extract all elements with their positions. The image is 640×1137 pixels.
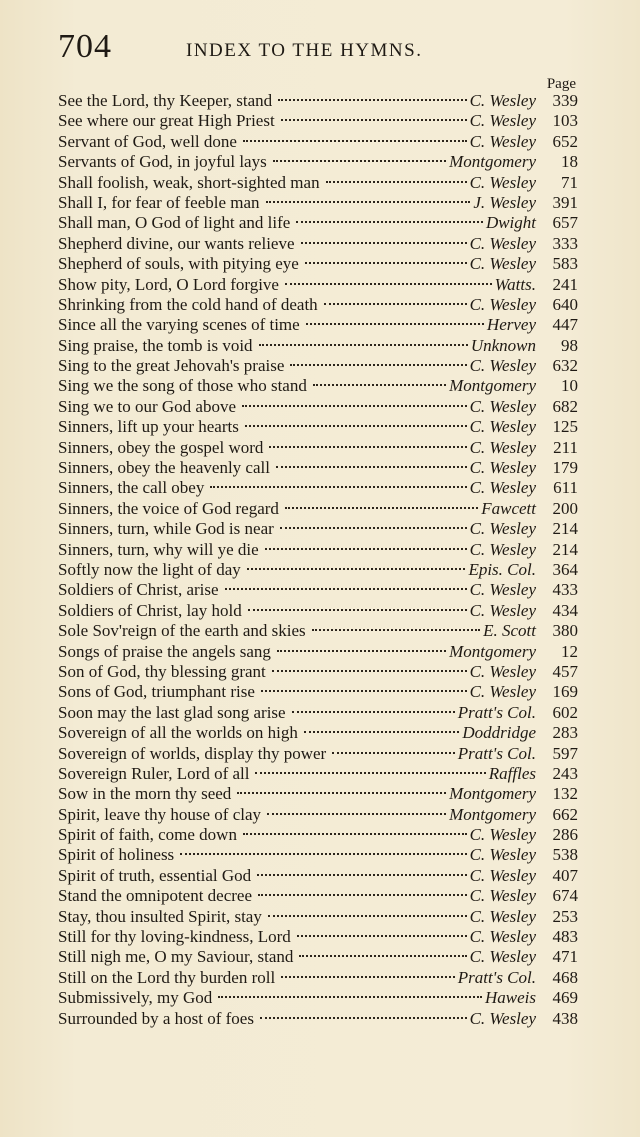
hymn-first-line: Soldiers of Christ, lay hold xyxy=(58,600,242,620)
hymn-author: Doddridge xyxy=(462,723,536,743)
hymn-author: C. Wesley xyxy=(469,254,536,274)
hymn-author: C. Wesley xyxy=(469,927,536,947)
dot-leader xyxy=(265,548,467,550)
hymn-index-entry xyxy=(58,580,578,600)
hymn-index-entry xyxy=(58,825,578,845)
hymn-author: Watts. xyxy=(494,274,536,294)
hymn-page-number: 434 xyxy=(552,600,578,620)
hymn-first-line: Sing we to our God above xyxy=(58,396,237,416)
hymn-author: C. Wesley xyxy=(469,111,536,131)
hymn-page-number: 380 xyxy=(552,621,578,641)
hymn-page-number: 132 xyxy=(552,784,578,804)
hymn-first-line: Still for thy loving-kindness, Lord xyxy=(58,927,291,947)
hymn-author: Hervey xyxy=(486,315,536,335)
dot-leader xyxy=(332,752,455,754)
hymn-author: C. Wesley xyxy=(469,91,536,110)
hymn-author: C. Wesley xyxy=(469,600,536,620)
hymn-page-number: 169 xyxy=(552,682,578,702)
dot-leader xyxy=(296,221,483,223)
hymn-author: C. Wesley xyxy=(469,356,536,376)
dot-leader xyxy=(260,1017,467,1019)
hymn-index-entry xyxy=(58,703,578,723)
hymn-first-line: Show pity, Lord, O Lord forgive xyxy=(58,274,279,294)
page-column-label: Page xyxy=(546,76,576,92)
hymn-index-entry xyxy=(58,458,578,478)
hymn-first-line: Sole Sov'reign of the earth and skies xyxy=(58,621,306,641)
hymn-page-number: 283 xyxy=(552,723,578,743)
hymn-page-number: 447 xyxy=(552,315,578,335)
hymn-index-entry xyxy=(58,397,578,417)
hymn-author: Unknown xyxy=(470,335,536,355)
hymn-author: Dwight xyxy=(485,213,536,233)
hymn-first-line: Son of God, thy blessing grant xyxy=(58,661,266,681)
dot-leader xyxy=(269,446,466,448)
hymn-index-entry xyxy=(58,866,578,886)
hymn-first-line: Sing to the great Jehovah's praise xyxy=(58,356,285,376)
dot-leader xyxy=(267,813,446,815)
hymn-author: Pratt's Col. xyxy=(457,702,536,722)
hymn-author: Montgomery xyxy=(449,784,536,804)
dot-leader xyxy=(280,527,467,529)
dot-leader xyxy=(285,283,492,285)
hymn-author: C. Wesley xyxy=(469,947,536,967)
hymn-first-line: Sinners, obey the gospel word xyxy=(58,437,264,457)
hymn-page-number: 364 xyxy=(552,559,578,579)
hymn-page-number: 125 xyxy=(552,417,578,437)
dot-leader xyxy=(266,201,471,203)
dot-leader xyxy=(272,670,467,672)
hymn-page-number: 241 xyxy=(552,274,578,294)
hymn-author: Montgomery xyxy=(449,804,536,824)
hymn-page-number: 253 xyxy=(552,906,578,926)
hymn-first-line: Sovereign Ruler, Lord of all xyxy=(58,763,250,783)
hymn-first-line: Softly now the light of day xyxy=(58,559,241,579)
hymn-author: E. Scott xyxy=(483,621,536,641)
hymn-author: C. Wesley xyxy=(469,865,536,885)
hymn-first-line: Spirit of holiness xyxy=(58,845,175,865)
hymn-author: C. Wesley xyxy=(469,580,536,600)
hymn-author: C. Wesley xyxy=(469,886,536,906)
dot-leader xyxy=(261,690,467,692)
dot-leader xyxy=(210,486,466,488)
hymn-author: J. Wesley xyxy=(473,192,536,212)
hymn-author: C. Wesley xyxy=(469,458,536,478)
hymn-index-entry xyxy=(58,376,578,396)
hymn-first-line: Sinners, the voice of God regard xyxy=(58,498,279,518)
dot-leader xyxy=(258,894,467,896)
hymn-index-entry xyxy=(58,295,578,315)
dot-leader xyxy=(243,140,467,142)
hymn-index-entry xyxy=(58,336,578,356)
hymn-author: C. Wesley xyxy=(469,478,536,498)
hymn-index-entry xyxy=(58,744,578,764)
hymn-index-entry xyxy=(58,519,578,539)
hymn-page-number: 468 xyxy=(552,967,578,987)
hymn-index-entry xyxy=(58,540,578,560)
hymn-first-line: Shall foolish, weak, short-sighted man xyxy=(58,172,320,192)
hymn-first-line: Spirit, leave thy house of clay xyxy=(58,804,262,824)
hymn-first-line: Spirit of truth, essential God xyxy=(58,865,252,885)
dot-leader xyxy=(305,262,467,264)
hymn-index-entry xyxy=(58,947,578,967)
hymn-page-number: 179 xyxy=(552,458,578,478)
dot-leader xyxy=(281,119,467,121)
dot-leader xyxy=(243,833,467,835)
hymn-first-line: Sing we the song of those who stand xyxy=(58,376,307,396)
hymn-first-line: Sinners, turn, why will ye die xyxy=(58,539,259,559)
hymn-first-line: Sovereign of worlds, display thy power xyxy=(58,743,327,763)
dot-leader xyxy=(237,792,446,794)
dot-leader xyxy=(218,996,482,998)
hymn-author: C. Wesley xyxy=(469,131,536,151)
hymn-author: C. Wesley xyxy=(469,661,536,681)
dot-leader xyxy=(257,874,466,876)
hymn-index-entry xyxy=(58,91,578,111)
hymn-author: C. Wesley xyxy=(469,825,536,845)
hymn-page-number: 583 xyxy=(552,254,578,274)
dot-leader xyxy=(290,364,466,366)
hymn-page-number: 98 xyxy=(561,335,578,355)
hymn-page-number: 682 xyxy=(552,396,578,416)
hymn-first-line: Surrounded by a host of foes xyxy=(58,1008,254,1028)
hymn-page-number: 662 xyxy=(552,804,578,824)
hymn-page-number: 597 xyxy=(552,743,578,763)
hymn-first-line: Shall I, for fear of feeble man xyxy=(58,192,260,212)
hymn-author: Raffles xyxy=(488,763,536,783)
hymn-author: Pratt's Col. xyxy=(457,743,536,763)
hymn-first-line: Still on the Lord thy burden roll xyxy=(58,967,276,987)
hymn-first-line: See the Lord, thy Keeper, stand xyxy=(58,91,273,110)
hymn-first-line: Shrinking from the cold hand of death xyxy=(58,294,318,314)
hymn-first-line: Sinners, lift up your hearts xyxy=(58,417,239,437)
hymn-first-line: Sow in the morn thy seed xyxy=(58,784,232,804)
hymn-index-entry xyxy=(58,642,578,662)
hymn-author: C. Wesley xyxy=(469,1008,536,1028)
dot-leader xyxy=(245,425,467,427)
hymn-page-number: 469 xyxy=(552,988,578,1008)
hymn-index-entry xyxy=(58,315,578,335)
hymn-index-entry xyxy=(58,907,578,927)
hymn-first-line: Songs of praise the angels sang xyxy=(58,641,271,661)
hymn-index-entry xyxy=(58,438,578,458)
hymn-index-entry xyxy=(58,784,578,804)
hymn-author: C. Wesley xyxy=(469,396,536,416)
hymn-index-entry xyxy=(58,886,578,906)
hymn-first-line: Stand the omnipotent decree xyxy=(58,886,253,906)
hymn-first-line: Stay, thou insulted Spirit, stay xyxy=(58,906,262,926)
hymn-first-line: Sovereign of all the worlds on high xyxy=(58,723,298,743)
hymn-first-line: Sons of God, triumphant rise xyxy=(58,682,255,702)
hymn-author: C. Wesley xyxy=(469,417,536,437)
hymn-page-number: 333 xyxy=(552,233,578,253)
dot-leader xyxy=(247,568,466,570)
hymn-page-number: 71 xyxy=(561,172,578,192)
hymn-index-entry xyxy=(58,499,578,519)
hymn-author: C. Wesley xyxy=(469,906,536,926)
hymn-page-number: 103 xyxy=(552,111,578,131)
hymn-first-line: Shall man, O God of light and life xyxy=(58,213,291,233)
hymn-author: Haweis xyxy=(485,988,536,1008)
hymn-first-line: Sinners, turn, while God is near xyxy=(58,519,274,539)
hymn-page-number: 438 xyxy=(552,1008,578,1028)
hymn-index-entry xyxy=(58,764,578,784)
hymn-index-entry xyxy=(58,601,578,621)
dot-leader xyxy=(242,405,467,407)
hymn-author: C. Wesley xyxy=(469,845,536,865)
hymn-page-number: 286 xyxy=(552,825,578,845)
dot-leader xyxy=(285,507,478,509)
hymn-author: Montgomery xyxy=(449,152,536,172)
dot-leader xyxy=(225,588,467,590)
hymn-index-entry xyxy=(58,132,578,152)
hymn-page-number: 339 xyxy=(552,91,578,110)
dot-leader xyxy=(277,650,446,652)
hymn-first-line: Submissively, my God xyxy=(58,988,213,1008)
hymn-index-entry xyxy=(58,152,578,172)
hymn-author: C. Wesley xyxy=(469,437,536,457)
hymn-author: Montgomery xyxy=(449,641,536,661)
hymn-index-entry xyxy=(58,193,578,213)
dot-leader xyxy=(276,466,467,468)
hymn-index-entry xyxy=(58,478,578,498)
dot-leader xyxy=(281,976,455,978)
hymn-index-entry xyxy=(58,560,578,580)
hymn-page-number: 632 xyxy=(552,356,578,376)
dot-leader xyxy=(301,242,467,244)
hymn-first-line: Shepherd of souls, with pitying eye xyxy=(58,254,299,274)
dot-leader xyxy=(180,853,466,855)
hymn-index-entry xyxy=(58,1009,578,1029)
hymn-author: Fawcett xyxy=(481,498,536,518)
hymn-page-number: 483 xyxy=(552,927,578,947)
hymn-index-entry xyxy=(58,356,578,376)
dot-leader xyxy=(304,731,459,733)
hymn-page-number: 200 xyxy=(552,498,578,518)
dot-leader xyxy=(278,99,466,101)
hymn-page-number: 471 xyxy=(552,947,578,967)
dot-leader xyxy=(324,303,467,305)
hymn-page-number: 433 xyxy=(552,580,578,600)
hymn-index-entry xyxy=(58,111,578,131)
dot-leader xyxy=(268,915,467,917)
hymn-index-entry xyxy=(58,723,578,743)
hymn-first-line: Shepherd divine, our wants relieve xyxy=(58,233,295,253)
hymn-first-line: Sinners, the call obey xyxy=(58,478,205,498)
hymn-index-entry xyxy=(58,254,578,274)
hymn-index-entry xyxy=(58,621,578,641)
hymn-index-entry xyxy=(58,845,578,865)
dot-leader xyxy=(297,935,467,937)
dot-leader xyxy=(313,384,446,386)
hymn-first-line: Soldiers of Christ, arise xyxy=(58,580,219,600)
hymn-page-number: 602 xyxy=(552,702,578,722)
hymn-author: C. Wesley xyxy=(469,294,536,314)
hymn-author: C. Wesley xyxy=(469,539,536,559)
hymn-index-entry xyxy=(58,417,578,437)
hymn-index-entry xyxy=(58,234,578,254)
hymn-index-entry xyxy=(58,968,578,988)
hymn-page-number: 652 xyxy=(552,131,578,151)
hymn-author: C. Wesley xyxy=(469,233,536,253)
hymn-first-line: Sing praise, the tomb is void xyxy=(58,335,253,355)
hymn-index-entry xyxy=(58,805,578,825)
hymn-index-entry xyxy=(58,173,578,193)
hymn-page-number: 12 xyxy=(561,641,578,661)
hymn-first-line: Since all the varying scenes of time xyxy=(58,315,300,335)
hymn-first-line: Servants of God, in joyful lays xyxy=(58,152,267,172)
hymn-first-line: Servant of God, well done xyxy=(58,131,237,151)
hymn-first-line: Still nigh me, O my Saviour, stand xyxy=(58,947,294,967)
hymn-page-number: 538 xyxy=(552,845,578,865)
dot-leader xyxy=(255,772,485,774)
hymn-index-entry xyxy=(58,682,578,702)
dot-leader xyxy=(292,711,455,713)
hymn-index-entry xyxy=(58,213,578,233)
hymn-first-line: Soon may the last glad song arise xyxy=(58,702,286,722)
hymn-author: C. Wesley xyxy=(469,519,536,539)
hymn-page-number: 407 xyxy=(552,865,578,885)
hymn-author: C. Wesley xyxy=(469,682,536,702)
dot-leader xyxy=(299,955,466,957)
hymn-page-number: 214 xyxy=(552,539,578,559)
page-number: 704 xyxy=(58,28,112,65)
hymn-author: Montgomery xyxy=(449,376,536,396)
hymn-page-number: 611 xyxy=(553,478,578,498)
hymn-page-number: 214 xyxy=(552,519,578,539)
hymn-page-number: 657 xyxy=(552,213,578,233)
hymn-author: Epis. Col. xyxy=(468,559,536,579)
running-head-title: INDEX TO THE HYMNS. xyxy=(186,40,423,61)
hymn-first-line: Sinners, obey the heavenly call xyxy=(58,458,270,478)
hymn-author: C. Wesley xyxy=(469,172,536,192)
hymn-first-line: Spirit of faith, come down xyxy=(58,825,237,845)
dot-leader xyxy=(273,160,446,162)
hymn-page-number: 640 xyxy=(552,294,578,314)
dot-leader xyxy=(306,323,484,325)
dot-leader xyxy=(248,609,467,611)
hymn-page-number: 10 xyxy=(561,376,578,396)
hymn-index-entry xyxy=(58,662,578,682)
hymn-index-entry xyxy=(58,927,578,947)
hymn-page-number: 18 xyxy=(561,152,578,172)
hymn-author: Pratt's Col. xyxy=(457,967,536,987)
dot-leader xyxy=(326,181,467,183)
hymn-page-number: 674 xyxy=(552,886,578,906)
hymn-index-entry xyxy=(58,275,578,295)
hymn-page-number: 391 xyxy=(552,192,578,212)
dot-leader xyxy=(312,629,480,631)
hymn-page-number: 243 xyxy=(552,763,578,783)
hymn-index-list xyxy=(58,91,578,1029)
dot-leader xyxy=(259,344,468,346)
hymn-first-line: See where our great High Priest xyxy=(58,111,275,131)
hymn-page-number: 211 xyxy=(553,437,578,457)
hymn-index-entry xyxy=(58,988,578,1008)
hymn-page-number: 457 xyxy=(552,661,578,681)
